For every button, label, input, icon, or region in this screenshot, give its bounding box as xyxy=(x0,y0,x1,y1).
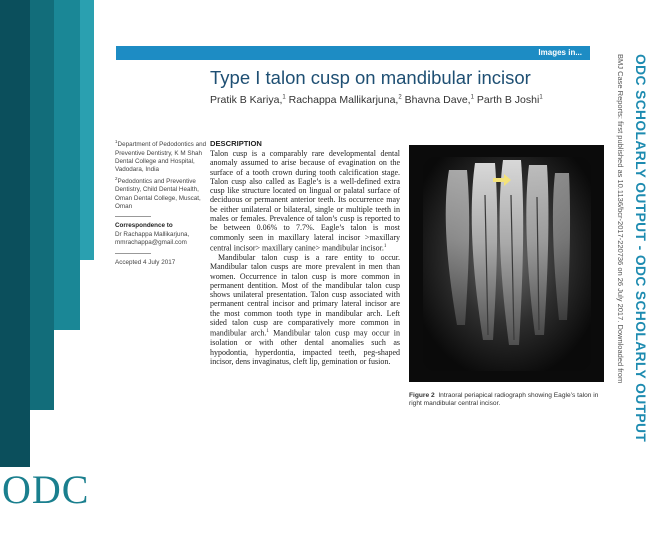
figure-label: Figure 2 xyxy=(409,392,435,399)
affiliation-marker: 1 xyxy=(539,94,543,101)
decorative-stripe xyxy=(80,0,94,260)
section-header-bar xyxy=(116,46,590,60)
correspondence-name: Dr Rachappa Mallikarjuna, xyxy=(115,230,190,238)
section-label: Images in... xyxy=(538,48,582,57)
paragraph xyxy=(210,253,400,366)
affiliation-text: Pedodontics and Preventive Dentistry, Child Dental Health, Oman Dental College, Muscat, Oman xyxy=(115,177,201,211)
author-list xyxy=(210,94,543,106)
radiograph-illustration xyxy=(409,145,604,382)
affiliation-text: Department of Pedodontics and Preventive Dentistry, K M Shah Dental College and Hospital, Vadodara, India xyxy=(115,141,207,174)
paragraph-text: Talon cusp is a comparably rare developmental dental anomaly assumed to arise because of evagination on the surface of a tooth crown during tooth calcification stage. Talon cusp also called as Eagle’s is a well-defined extra cusp like structure located on lingual or palatal surface of deciduous or permanent anterior teeth. Its occurrence may be either unilateral or bilateral, single or multiple teeth in males or females. Prevalence of talon’s cusp is reported to be between 0.06% to 7.7%. Eagle’s talon is most commonly seen in maxillary lateral incisor >maxillary central incisor> maxillary canine> mandibular incisor. xyxy=(210,149,400,253)
watermark-text: ODC SCHOLARLY OUTPUT - ODC SCHOLARLY OUTPUT xyxy=(633,54,648,443)
correspondence-heading: Correspondence to xyxy=(115,222,173,230)
citation-line: BMJ Case Reports: first published as 10.1136/bcr-2017-220736 on 26 July 2017. Downloaded from xyxy=(616,54,625,384)
author-name: Parth B Joshi xyxy=(473,94,540,106)
author-name: Bhavna Dave, xyxy=(401,94,471,106)
radiograph-image xyxy=(409,145,604,382)
author-name: Rachappa Mallikarjuna, xyxy=(285,94,399,106)
figure-caption xyxy=(409,392,599,409)
author-name: Pratik B Kariya, xyxy=(210,94,283,106)
paragraph-text: Mandibular talon cusp may occur in isolation or with other dental anomalies such as hypodontia, hyperdontia, impacted teeth, peg-shaped incisor, dens invaginatus, cleft lip, gemination or fusion. xyxy=(210,328,400,366)
reference-marker: 1 xyxy=(383,243,387,249)
affiliation-marker: 1 xyxy=(470,94,474,101)
caption-text: Intraoral periapical radiograph showing Eagle’s talon in right mandibular central incisor. xyxy=(409,392,599,408)
correspondence-email: mmrachappa@gmail.com xyxy=(115,239,187,247)
affiliation-marker: 1 xyxy=(282,94,286,101)
decorative-stripe xyxy=(54,0,80,330)
side-column xyxy=(115,138,207,267)
section-heading: DESCRIPTION xyxy=(210,139,262,148)
paragraph xyxy=(210,149,400,253)
paragraph-text: Mandibular talon cusp is a rare entity to occur. Mandibular talon cusps are more prevalent in men than women. Occurrence in talon cusp is more common in permanent dentition. Most of the mandibular talon cusp shows unilateral presentation. Talon cusp associated with permanent central incisor and primary lateral incisor are the most common tooth type in mandibular arch. Left sided talon cusp are comparatively more common in mandibular arch. xyxy=(210,252,400,338)
affiliation-1 xyxy=(115,138,207,175)
decorative-stripe xyxy=(0,0,30,467)
affiliation-marker: 2 xyxy=(398,94,402,101)
odc-logo: ODC xyxy=(2,467,90,512)
body-text xyxy=(210,149,400,366)
accepted-date: Accepted 4 July 2017 xyxy=(115,258,176,266)
affiliation-marker: 2 xyxy=(115,175,118,181)
reference-marker: 1 xyxy=(266,329,269,335)
decorative-stripe xyxy=(30,0,54,410)
affiliation-marker: 1 xyxy=(115,139,118,144)
divider xyxy=(115,253,151,254)
divider xyxy=(115,216,151,217)
article-title: Type I talon cusp on mandibular incisor xyxy=(210,67,531,88)
affiliation-2 xyxy=(115,175,207,212)
